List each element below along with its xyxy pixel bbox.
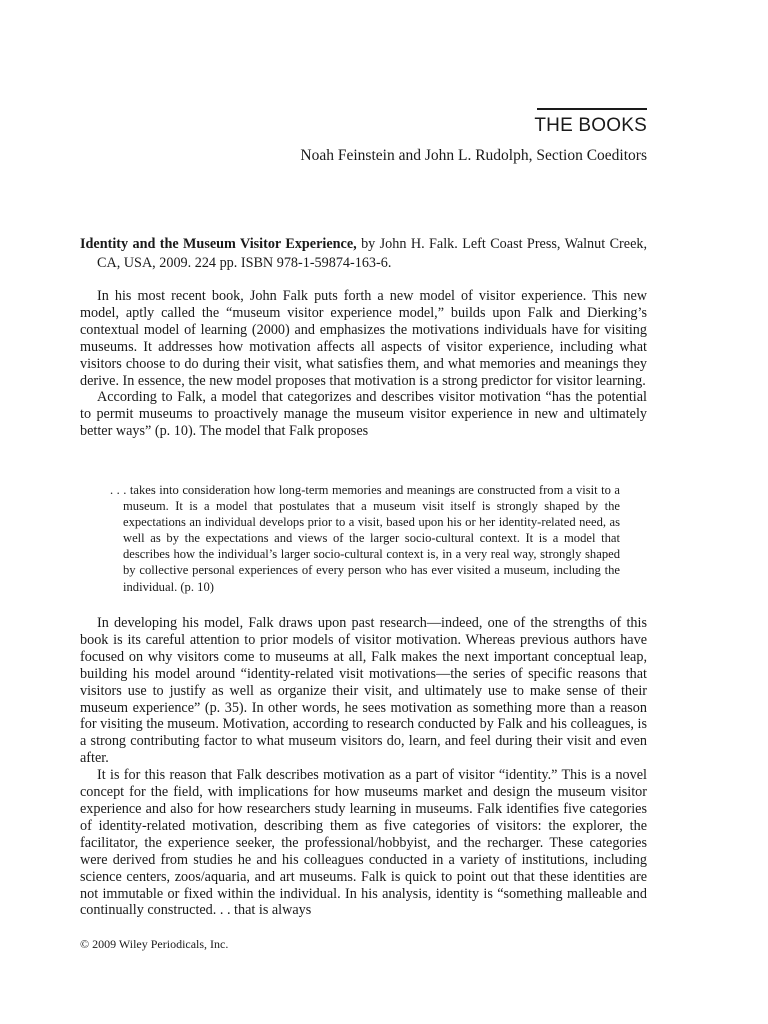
header-rule [537, 108, 647, 110]
copyright-footer: © 2009 Wiley Periodicals, Inc. [80, 937, 229, 951]
body-block-2 [80, 615, 647, 919]
book-title: Identity and the Museum Visitor Experience, [80, 236, 357, 252]
book-citation [80, 235, 647, 273]
block-quote: . . . takes into consideration how long-term memories and meanings are constructed from a visit to a museum. It is a model that postulates that a museum visit itself is strongly shaped by the expectations an individual develops prior to a visit, based upon his or her identity-related need, as well as by the expectations and views of the larger socio-cultural context. It is a model that describes how the individual’s larger socio-cultural context is, in a very real way, strongly shaped by collective personal experiences of every person who has ever visited a museum, including the individual. (p. 10) [110, 483, 620, 594]
paragraph-2: According to Falk, a model that categorizes and describes visitor motivation “has the potential to permit museums to proactively manage the museum visitor experience in new and ultimately better ways” (p. 10). The model that Falk proposes [80, 389, 647, 440]
section-editors: Noah Feinstein and John L. Rudolph, Section Coeditors [300, 146, 647, 164]
paragraph-4: It is for this reason that Falk describes motivation as a part of visitor “identity.” This is a novel concept for the field, with implications for how museums market and design the museum visitor experience and also for how researchers study learning in museums. Falk identifies five categories of identity-related motivation, describing them as five categories of visitors: the explorer, the facilitator, the experience seeker, the professional/hobbyist, and the recharger. These categories were derived from studies he and his colleagues conducted in a variety of institutions, including science centers, zoos/aquaria, and art museums. Falk is quick to point out that these identities are not immutable or fixed within the individual. In his analysis, identity is “something malleable and continually constructed. . . that is always [80, 767, 647, 919]
body-block-1 [80, 288, 647, 440]
paragraph-1: In his most recent book, John Falk puts forth a new model of visitor experience. This new model, aptly called the “museum visitor experience model,” builds upon Falk and Dierking’s contextual model of learning (2000) and emphasizes the motivations individuals have for visiting museums. It addresses how motivation affects all aspects of visitor experience, including what visitors choose to do during their visit, what satisfies them, and what memories and meanings they derive. In essence, the new model proposes that motivation is a strong predictor for visitor learning. [80, 288, 647, 389]
section-header [300, 108, 647, 165]
journal-page [80, 0, 647, 1024]
citation-details: by John H. Falk. Left Coast Press, Walnut Creek, CA, USA, 2009. 224 pp. ISBN 978-1-59874-163-6. [97, 236, 648, 271]
section-title: THE BOOKS [534, 114, 647, 136]
paragraph-3: In developing his model, Falk draws upon past research—indeed, one of the strengths of this book is its careful attention to prior models of visitor motivation. Whereas previous authors have focused on why visitors come to museums at all, Falk makes the next important conceptual leap, building his model around “identity-related visit motivations—the series of specific reasons that visitors use to justify as well as organize their visit, and ultimately use to make sense of their museum experience” (p. 35). In other words, he sees motivation as something more than a reason for visiting the museum. Motivation, according to research conducted by Falk and his colleagues, is a strong contributing factor to what museum visitors do, learn, and feel during their visit and even after. [80, 615, 647, 767]
